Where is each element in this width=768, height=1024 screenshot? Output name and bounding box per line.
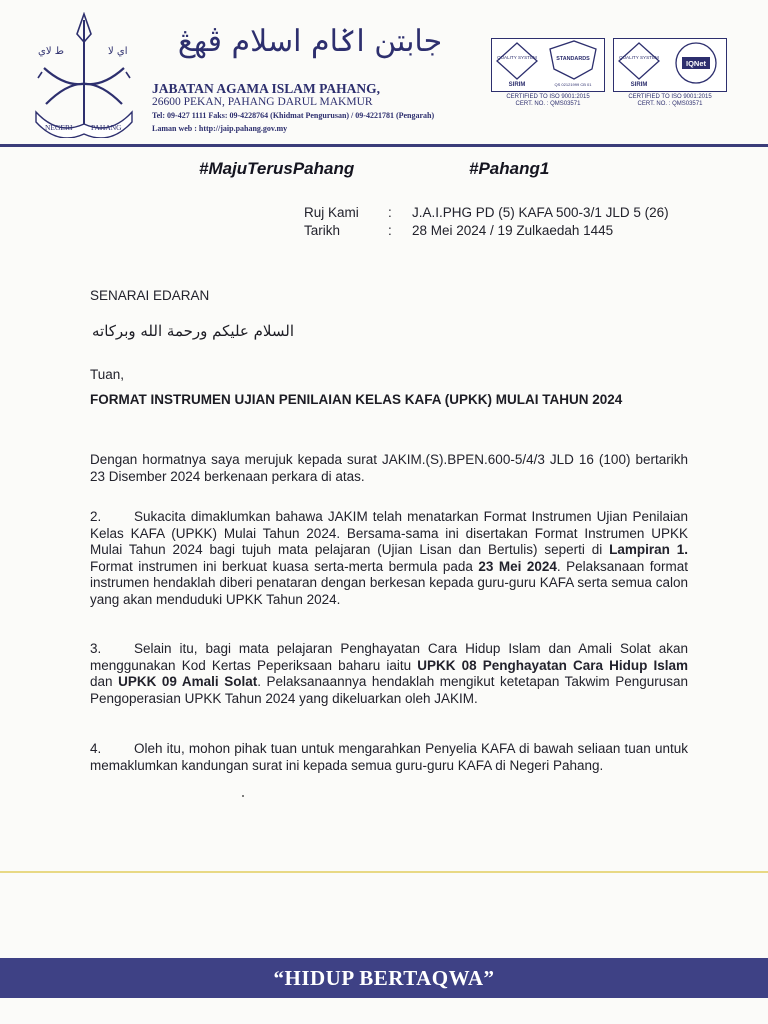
date-value: 28 Mei 2024 / 19 Zulkaedah 1445 <box>412 223 614 238</box>
date-separator: : <box>388 223 392 238</box>
cert-line: CERTIFIED TO ISO 9001:2015 <box>506 94 590 100</box>
hashtag-pahang1: #Pahang1 <box>469 159 550 178</box>
effective-date: 23 Mei 2024 <box>478 558 557 574</box>
paragraph-2 <box>90 509 688 608</box>
paper-code-upkk-08: UPKK 08 Penghayatan Cara Hidup Islam <box>417 657 689 673</box>
reference-number-row <box>304 205 669 220</box>
state-crest-logo <box>28 12 140 138</box>
reference-date-row <box>304 223 613 238</box>
iqnet-certification-caption <box>613 94 727 108</box>
paragraph-number: 3. <box>90 641 102 656</box>
cert-line: CERT. NO. : QMS03571 <box>637 101 703 107</box>
badge-quality-system: QUALITY SYSTEM <box>497 55 537 60</box>
crest-label-right: PAHANG <box>91 123 122 132</box>
footer-divider <box>0 871 768 873</box>
paragraph-number: 2. <box>90 509 102 524</box>
paragraph-1: Dengan hormatnya saya merujuk kepada surat JAKIM.(S).BPEN.600-5/4/3 JLD 16 (100) bertarikh 23 Disember 2024 berkenaan perkara di atas. <box>90 452 688 484</box>
svg-text:ﻁ ﻻﻱ: ﻁ ﻻﻱ <box>38 46 64 57</box>
cert-line: CERTIFIED TO ISO 9001:2015 <box>628 94 712 100</box>
footer-motto: “HIDUP BERTAQWA” <box>273 965 495 990</box>
paragraph-text: . Pelaksanaan format instrumen hendaklah diberi penataran dengan berkesan kepada guru-guru KAFA serta semua calon yang akan menduduki UPKK Tahun 2024. <box>90 558 688 607</box>
reference-label: Ruj Kami <box>304 205 359 220</box>
paragraph-text: Sukacita dimaklumkan bahawa JAKIM telah menatarkan Format Instrumen Ujian Penilaian Kelas KAFA (UPKK) Mulai Tahun 2024. Bersama-sama ini disertakan Format Instrumen UPKK Mulai Tahun 2024 bagi tujuh mata pelajaran (Ujian Lisan dan Bertulis) seperti di <box>90 509 688 557</box>
cert-line: CERT. NO. : QMS03571 <box>515 101 581 107</box>
iso-certification-caption <box>491 94 605 108</box>
badge-sirim: SIRIM <box>630 82 648 88</box>
paragraph-text: Selain itu, bagi mata pelajaran Penghayatan Cara Hidup Islam dan Amali Solat akan menggunakan Kod Kertas Peperiksaan baharu iaitu <box>90 641 688 673</box>
date-label: Tarikh <box>304 223 341 238</box>
badge-quality-system: QUALITY SYSTEM <box>619 55 659 60</box>
footer-motto-bar <box>0 958 768 998</box>
jawi-department-title: جابتن اݢام اسلام ڤهڠ <box>177 24 443 59</box>
attachment-reference: Lampiran 1. <box>609 542 688 557</box>
hashtag-maju-terus-pahang: #MajuTerusPahang <box>199 159 355 178</box>
paragraph-number: 4. <box>90 741 102 756</box>
scan-speck <box>242 795 244 797</box>
badge-iqnet: IQNet <box>685 59 707 68</box>
paragraph-3 <box>90 641 688 707</box>
reference-separator: : <box>388 205 392 220</box>
header-divider <box>0 144 768 147</box>
department-website: Laman web : http://jaip.pahang.gov.my <box>152 124 288 133</box>
department-contact: Tel: 09-427 1111 Faks: 09-4228764 (Khidmat Pengurusan) / 09-4221781 (Pengarah) <box>152 111 435 120</box>
svg-text:ﺍﻱ ﻻ: ﺍﻱ ﻻ <box>108 46 128 57</box>
paragraph-text: dan <box>90 674 119 689</box>
paragraph-text: . Pelaksanaannya hendaklah mengikut ketetapan Takwim Pengurusan Pengoperasian UPKK Tahun 2024 yang dikeluarkan oleh JAKIM. <box>90 674 688 706</box>
recipient-line: SENARAI EDARAN <box>90 288 210 303</box>
department-address: 26600 PEKAN, PAHANG DARUL MAKMUR <box>152 96 373 108</box>
crest-label-left: NEGERI <box>45 123 73 132</box>
greeting: Tuan, <box>90 367 125 382</box>
islamic-salutation: السلام عليكم ورحمة الله وبركاته <box>92 322 294 340</box>
paper-code-upkk-09: UPKK 09 Amali Solat <box>118 674 258 689</box>
letter-subject: FORMAT INSTRUMEN UJIAN PENILAIAN KELAS KAFA (UPKK) MULAI TAHUN 2024 <box>90 392 623 407</box>
iso-certification-badge <box>491 38 605 92</box>
badge-standards: STANDARDS <box>556 56 590 62</box>
reference-value: J.A.I.PHG PD (5) KAFA 500-3/1 JLD 5 (26) <box>412 205 669 220</box>
paragraph-text: Format instrumen ini berkuat kuasa serta-merta bermula pada <box>90 558 479 574</box>
iqnet-certification-badge <box>613 38 727 92</box>
paragraph-text: Oleh itu, mohon pihak tuan untuk mengarahkan Penyelia KAFA di bawah seliaan tuan untuk memaklumkan kandungan surat ini kepada semua guru-guru KAFA di Negeri Pahang. <box>90 741 688 773</box>
badge-sirim: SIRIM <box>508 82 526 88</box>
badge-standards-code: QS 02121999 CB 01 <box>554 82 592 87</box>
department-name: JABATAN AGAMA ISLAM PAHANG, <box>152 81 381 96</box>
paragraph-4 <box>90 741 688 774</box>
